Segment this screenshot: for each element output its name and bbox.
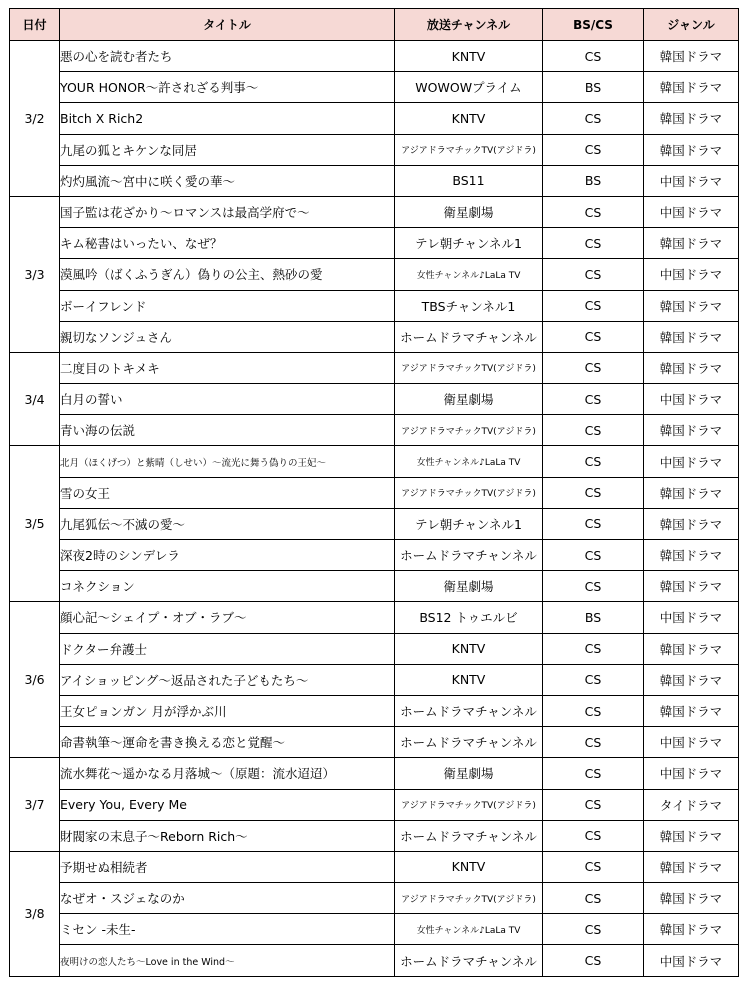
table-row [10,508,739,539]
title-cell: 九尾の狐とキケンな同居 [60,134,395,165]
genre-cell: 韓国ドラマ [644,508,739,539]
title-cell: ドクター弁護士 [60,633,395,664]
channel-cell: ホームドラマチャンネル [395,321,543,352]
genre-cell: 韓国ドラマ [644,695,739,726]
bscs-cell: CS [543,446,644,477]
schedule-table [9,8,739,977]
channel-cell: アジアドラマチックTV(アジドラ) [395,415,543,446]
title-cell: 漠風吟（ばくふうぎん）偽りの公主、熱砂の愛 [60,259,395,290]
table-row [10,820,739,851]
genre-cell: 中国ドラマ [644,384,739,415]
title-cell: ボーイフレンド [60,290,395,321]
genre-cell: 中国ドラマ [644,727,739,758]
bscs-cell: CS [543,883,644,914]
bscs-cell: BS [543,602,644,633]
date-cell: 3/8 [10,851,60,976]
date-cell: 3/6 [10,602,60,758]
table-row [10,695,739,726]
header-bscs: BS/CS [543,9,644,41]
table-row [10,758,739,789]
title-cell: YOUR HONOR～許されざる判事～ [60,72,395,103]
title-cell: コネクション [60,571,395,602]
bscs-cell: BS [543,165,644,196]
table-row [10,72,739,103]
channel-cell: 衛星劇場 [395,758,543,789]
bscs-cell: BS [543,72,644,103]
bscs-cell: CS [543,134,644,165]
title-cell: 国子監は花ざかり～ロマンスは最高学府で～ [60,196,395,227]
channel-cell: 女性チャンネル♪LaLa TV [395,914,543,945]
genre-cell: 中国ドラマ [644,259,739,290]
bscs-cell: CS [543,477,644,508]
title-cell: 顔心記～シェイプ・オブ・ラブ～ [60,602,395,633]
date-cell: 3/7 [10,758,60,852]
channel-cell: ホームドラマチャンネル [395,540,543,571]
genre-cell: 中国ドラマ [644,446,739,477]
channel-cell: TBSチャンネル1 [395,290,543,321]
bscs-cell: CS [543,508,644,539]
channel-cell: アジアドラマチックTV(アジドラ) [395,352,543,383]
channel-cell: 衛星劇場 [395,384,543,415]
table-row [10,851,739,882]
table-row [10,134,739,165]
bscs-cell: CS [543,196,644,227]
genre-cell: 韓国ドラマ [644,571,739,602]
bscs-cell: CS [543,727,644,758]
channel-cell: ホームドラマチャンネル [395,695,543,726]
bscs-cell: CS [543,851,644,882]
table-row [10,477,739,508]
title-cell: 王女ピョンガン 月が浮かぶ川 [60,695,395,726]
header-genre: ジャンル [644,9,739,41]
channel-cell: アジアドラマチックTV(アジドラ) [395,789,543,820]
genre-cell: 韓国ドラマ [644,228,739,259]
title-cell: 予期せぬ相続者 [60,851,395,882]
table-row [10,384,739,415]
table-row [10,914,739,945]
bscs-cell: CS [543,789,644,820]
schedule-body [10,41,739,977]
table-row [10,883,739,914]
title-cell: キム秘書はいったい、なぜ？ [60,228,395,259]
bscs-cell: CS [543,321,644,352]
channel-cell: ホームドラマチャンネル [395,945,543,976]
table-row [10,571,739,602]
bscs-cell: CS [543,103,644,134]
genre-cell: 韓国ドラマ [644,352,739,383]
bscs-cell: CS [543,415,644,446]
genre-cell: 韓国ドラマ [644,290,739,321]
title-cell: ミセン -未生- [60,914,395,945]
genre-cell: 韓国ドラマ [644,321,739,352]
channel-cell: ホームドラマチャンネル [395,820,543,851]
bscs-cell: CS [543,820,644,851]
title-cell: 青い海の伝説 [60,415,395,446]
channel-cell: アジアドラマチックTV(アジドラ) [395,477,543,508]
genre-cell: 韓国ドラマ [644,820,739,851]
title-cell: 親切なソンジュさん [60,321,395,352]
genre-cell: 韓国ドラマ [644,883,739,914]
channel-cell: アジアドラマチックTV(アジドラ) [395,883,543,914]
genre-cell: 韓国ドラマ [644,914,739,945]
table-row [10,290,739,321]
title-cell: なぜオ・スジェなのか [60,883,395,914]
genre-cell: 韓国ドラマ [644,41,739,72]
bscs-cell: CS [543,259,644,290]
title-cell: 夜明けの恋人たち～Love in the Wind～ [60,945,395,976]
title-cell: 命書執筆～運命を書き換える恋と覚醒～ [60,727,395,758]
channel-cell: テレ朝チャンネル1 [395,228,543,259]
title-cell: 北月（ほくげつ）と紫晴（しせい）～流光に舞う偽りの王妃～ [60,446,395,477]
genre-cell: 中国ドラマ [644,165,739,196]
bscs-cell: CS [543,352,644,383]
title-cell: 雪の女王 [60,477,395,508]
table-row [10,789,739,820]
genre-cell: 韓国ドラマ [644,477,739,508]
genre-cell: 中国ドラマ [644,602,739,633]
table-row [10,727,739,758]
channel-cell: テレ朝チャンネル1 [395,508,543,539]
genre-cell: 韓国ドラマ [644,664,739,695]
bscs-cell: CS [543,571,644,602]
table-row [10,446,739,477]
genre-cell: 韓国ドラマ [644,415,739,446]
table-row [10,945,739,976]
table-row [10,664,739,695]
genre-cell: 韓国ドラマ [644,134,739,165]
genre-cell: タイドラマ [644,789,739,820]
channel-cell: BS12 トゥエルビ [395,602,543,633]
title-cell: 深夜2時のシンデレラ [60,540,395,571]
header-title: タイトル [60,9,395,41]
channel-cell: KNTV [395,664,543,695]
title-cell: アイショッピング～返品された子どもたち～ [60,664,395,695]
title-cell: 流水舞花～遥かなる月落城～（原題：流水迢迢） [60,758,395,789]
table-row [10,228,739,259]
date-cell: 3/4 [10,352,60,446]
bscs-cell: CS [543,228,644,259]
date-cell: 3/5 [10,446,60,602]
table-row [10,196,739,227]
title-cell: 白月の誓い [60,384,395,415]
bscs-cell: CS [543,758,644,789]
table-row [10,259,739,290]
title-cell: 九尾狐伝～不滅の愛～ [60,508,395,539]
bscs-cell: CS [543,384,644,415]
title-cell: Every You, Every Me [60,789,395,820]
bscs-cell: CS [543,41,644,72]
genre-cell: 中国ドラマ [644,196,739,227]
genre-cell: 韓国ドラマ [644,633,739,664]
channel-cell: 女性チャンネル♪LaLa TV [395,446,543,477]
bscs-cell: CS [543,664,644,695]
channel-cell: KNTV [395,633,543,664]
title-cell: Bitch X Rich2 [60,103,395,134]
table-row [10,165,739,196]
channel-cell: WOWOWプライム [395,72,543,103]
genre-cell: 中国ドラマ [644,945,739,976]
channel-cell: 女性チャンネル♪LaLa TV [395,259,543,290]
date-cell: 3/2 [10,41,60,197]
bscs-cell: CS [543,540,644,571]
header-date: 日付 [10,9,60,41]
title-cell: 灼灼風流～宮中に咲く愛の華～ [60,165,395,196]
title-cell: 二度目のトキメキ [60,352,395,383]
table-row [10,415,739,446]
bscs-cell: CS [543,914,644,945]
genre-cell: 韓国ドラマ [644,540,739,571]
table-row [10,633,739,664]
date-cell: 3/3 [10,196,60,352]
genre-cell: 韓国ドラマ [644,103,739,134]
channel-cell: ホームドラマチャンネル [395,727,543,758]
table-row [10,103,739,134]
bscs-cell: CS [543,695,644,726]
genre-cell: 中国ドラマ [644,758,739,789]
genre-cell: 韓国ドラマ [644,851,739,882]
channel-cell: 衛星劇場 [395,196,543,227]
title-cell: 財閥家の末息子～Reborn Rich～ [60,820,395,851]
bscs-cell: CS [543,290,644,321]
channel-cell: KNTV [395,851,543,882]
table-row [10,352,739,383]
channel-cell: アジアドラマチックTV(アジドラ) [395,134,543,165]
genre-cell: 韓国ドラマ [644,72,739,103]
bscs-cell: CS [543,945,644,976]
table-row [10,41,739,72]
table-row [10,540,739,571]
header-channel: 放送チャンネル [395,9,543,41]
channel-cell: 衛星劇場 [395,571,543,602]
title-cell: 悪の心を読む者たち [60,41,395,72]
table-row [10,602,739,633]
channel-cell: KNTV [395,103,543,134]
bscs-cell: CS [543,633,644,664]
channel-cell: BS11 [395,165,543,196]
table-row [10,321,739,352]
header-row [10,9,739,41]
channel-cell: KNTV [395,41,543,72]
